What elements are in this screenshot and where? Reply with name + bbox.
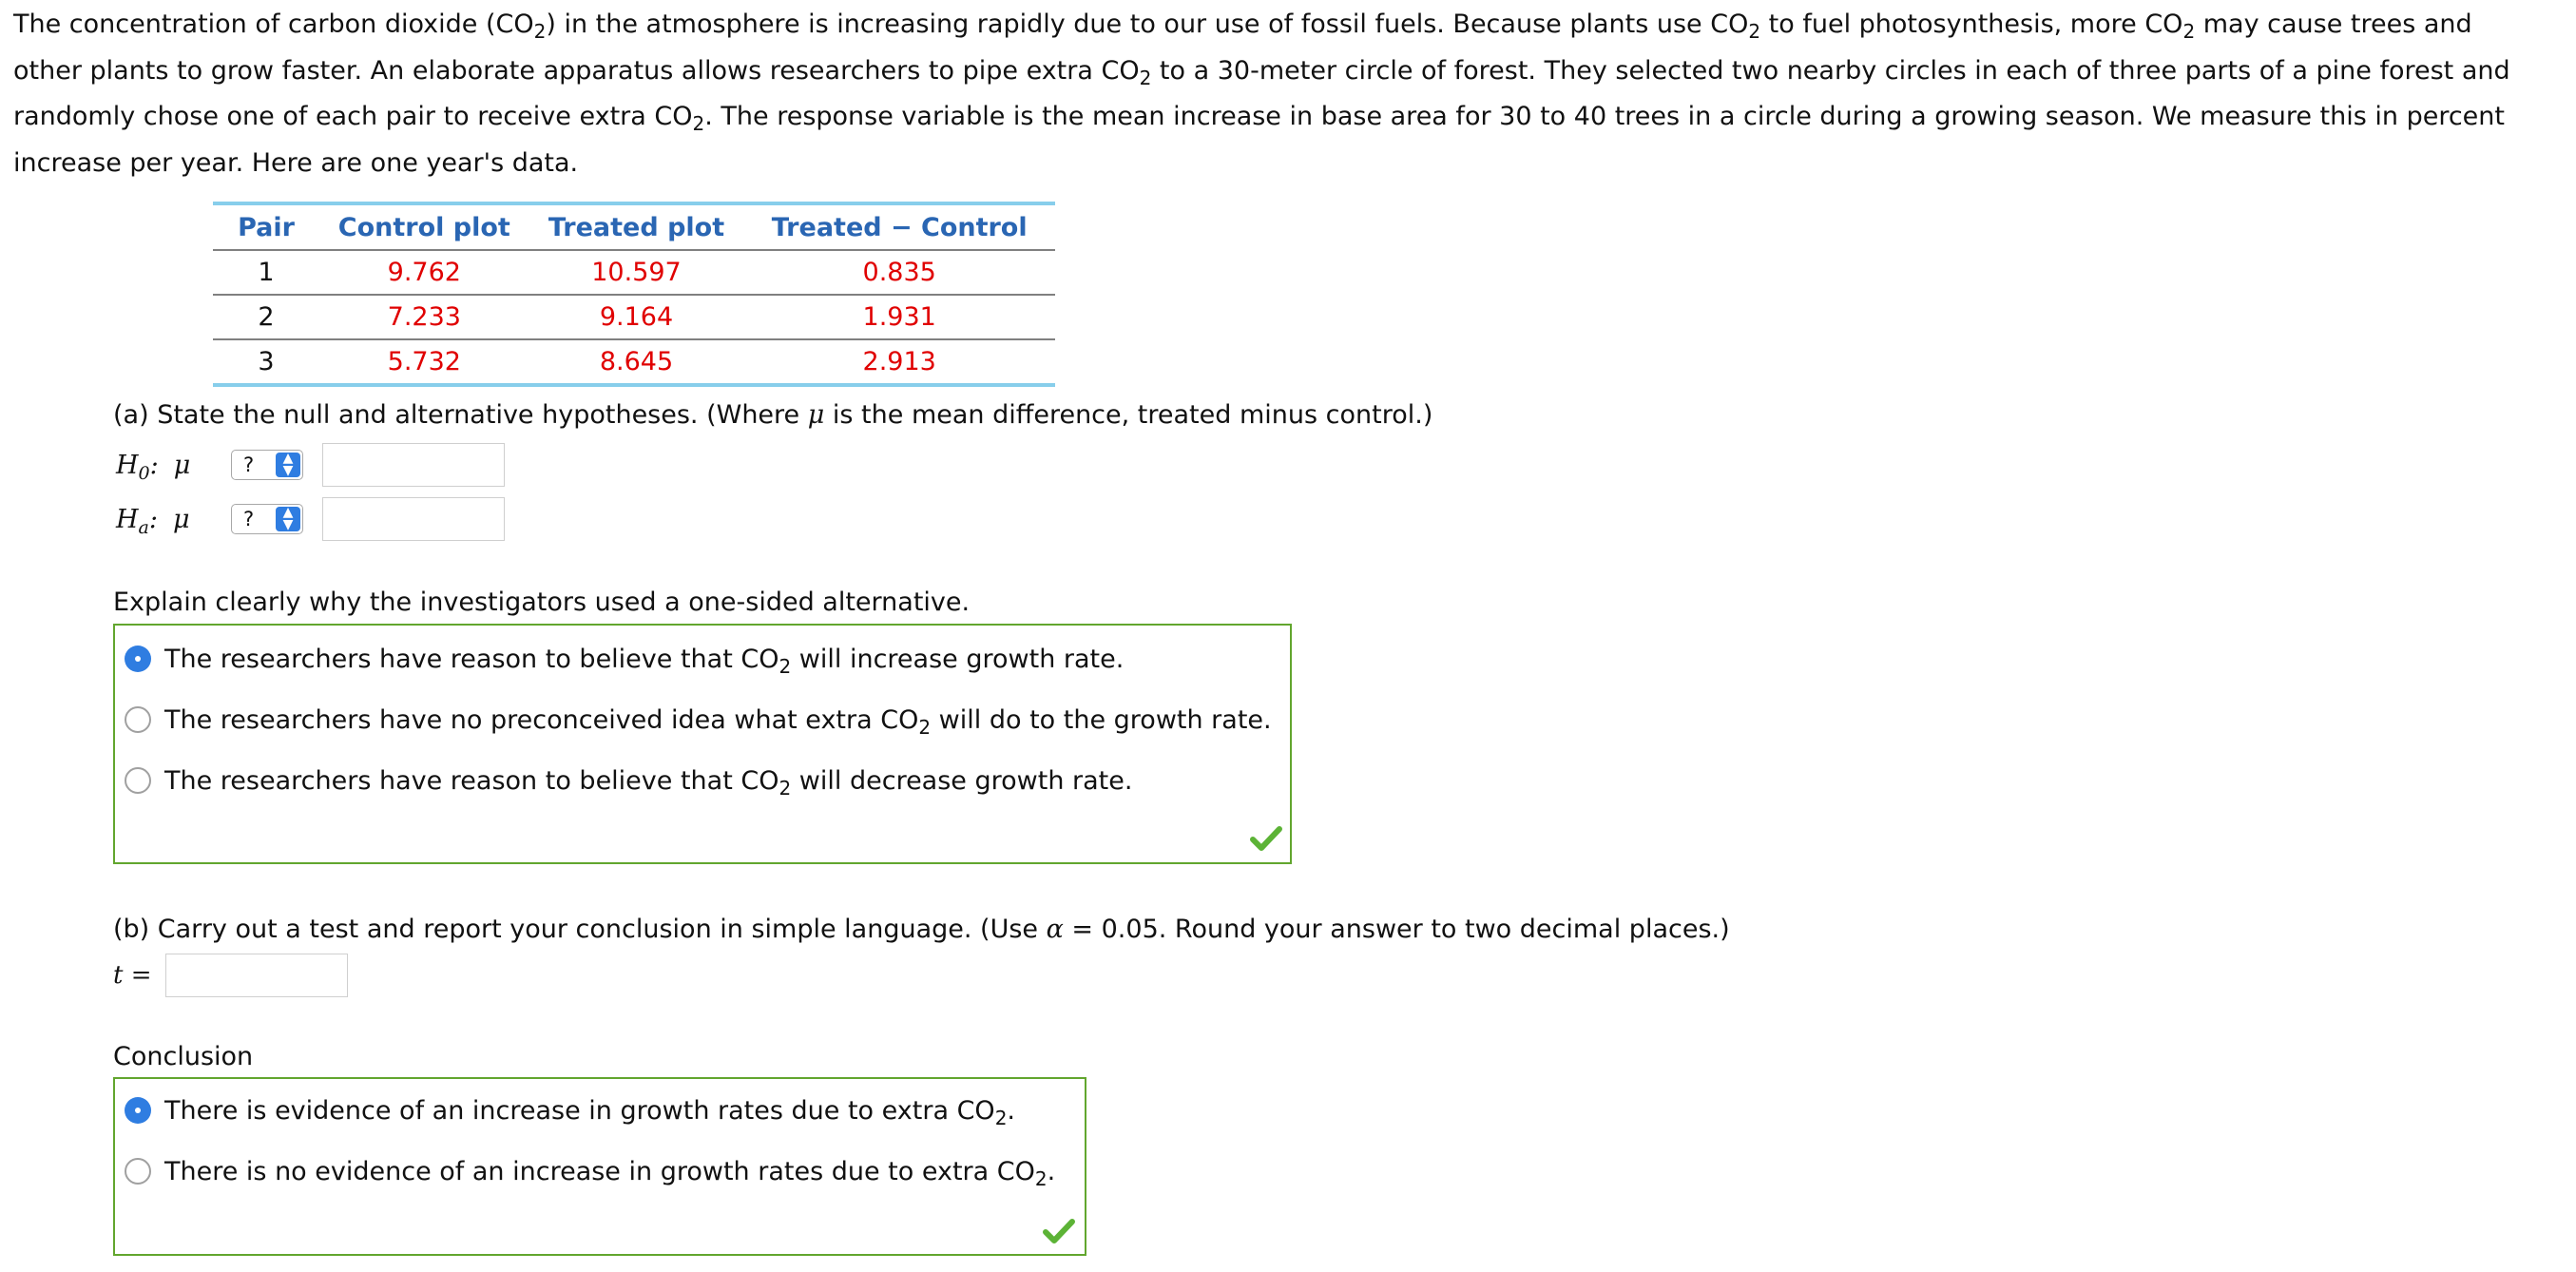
conclusion-label: Conclusion [113,1042,254,1071]
h0-label: $H_0$: μ [116,450,191,484]
treated-cell: 8.645 [599,347,674,376]
select-arrows-icon: ▲ ▼ [276,507,300,531]
difference-cell: 0.835 [743,250,1055,295]
difference-cell: 1.931 [743,295,1055,339]
table-row [213,295,1055,339]
pair-cell: 2 [213,295,319,339]
pair-cell: 3 [258,347,275,376]
problem-intro: The concentration of carbon dioxide $(CO_2)$ in the atmosphere is increasing rapidly due to our use of fossil fuels. Because plants use $CO_2$ to fuel photosynthesis, more $CO_2$ may cause trees and other plants to grow faster. An elaborate apparatus allows researchers to pipe extra $CO_2$ to a 30-meter circle of forest. They selected two nearby circles in each of three parts of a pine forest and randomly chose one of each pair to receive extra $CO_2$. The response variable is the mean increase in base area for 30 to 40 trees in a circle during a growing season. We measure this in percent increase per year. Here are one year's data. [13,10,2510,178]
part-b-prompt: (b) Carry out a test and report your conclusion in simple language. (Use α = 0.05. Round your answer to two decimal places.) [113,915,1730,944]
t-statistic-row [113,954,348,997]
select-arrows-icon: ▲ ▼ [276,453,300,477]
ha-label: $H_a$: μ [116,504,190,538]
control-cell: 7.233 [319,295,529,339]
t-label: t = [113,961,152,990]
header-control-plot: Control plot [319,203,529,250]
conclusion-option-2[interactable]: There is no evidence of an increase in growth rates due to extra $CO_2$. [125,1152,1055,1190]
conclusion-option-1[interactable]: There is evidence of an increase in growth rates due to extra $CO_2$. [125,1091,1015,1129]
explain-option-3[interactable]: The researchers have reason to believe that $CO_2$ will decrease growth rate. [125,761,1132,800]
header-pair: Pair [213,203,319,250]
control-cell: 9.762 [319,250,529,295]
table-row [213,339,1055,385]
alternative-hypothesis-row [116,497,515,541]
conclusion-answer-box [113,1077,1086,1256]
check-icon [1043,1218,1075,1244]
explain-option-2[interactable]: The researchers have no preconceived idea what extra $CO_2$ will do to the growth rate. [125,701,1272,739]
h0-value-input[interactable] [322,443,505,487]
treated-cell: 9.164 [529,295,744,339]
check-icon [1250,825,1282,852]
treated-cell: 10.597 [529,250,744,295]
explain-answer-box [113,624,1292,864]
ha-relation-select[interactable]: ? ▲ ▼ [231,504,303,534]
radio-unselected-icon[interactable] [125,767,151,794]
difference-cell: 2.913 [862,347,936,376]
radio-unselected-icon[interactable] [125,706,151,733]
radio-selected-icon[interactable] [125,1097,151,1124]
part-a-prompt: (a) State the null and alternative hypotheses. (Where μ is the mean difference, treated minus control.) [113,400,1433,430]
h0-relation-select[interactable]: ? ▲ ▼ [231,450,303,480]
ha-value-input[interactable] [322,497,505,541]
table-header-row [213,203,1055,250]
t-statistic-input[interactable] [165,954,348,997]
control-cell: 5.732 [387,347,461,376]
explain-prompt: Explain clearly why the investigators used a one-sided alternative. [113,588,971,617]
radio-unselected-icon[interactable] [125,1158,151,1185]
data-table [213,202,1055,387]
radio-selected-icon[interactable] [125,646,151,672]
pair-cell: 1 [213,250,319,295]
header-difference: Treated − Control [743,203,1055,250]
header-treated-plot: Treated plot [529,203,744,250]
table-row [213,250,1055,295]
explain-option-1[interactable]: The researchers have reason to believe that $CO_2$ will increase growth rate. [125,640,1124,678]
null-hypothesis-row [116,443,515,487]
